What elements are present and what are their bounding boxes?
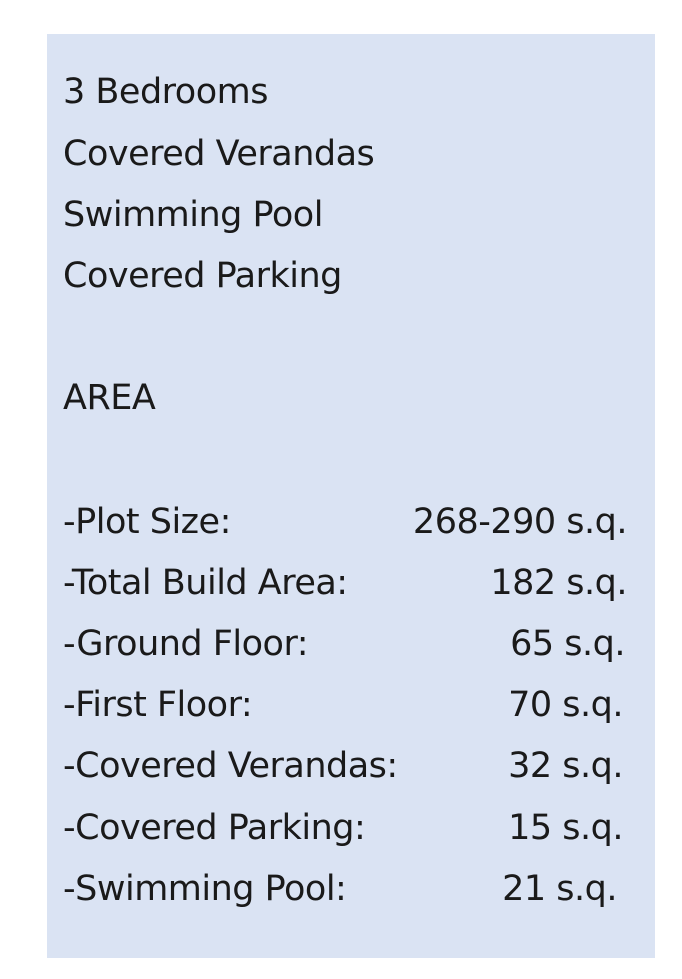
area-row-value: 70 s.q. <box>508 685 623 725</box>
area-row-label: -Plot Size: <box>63 502 231 542</box>
area-row-label: -Covered Parking: <box>63 808 366 848</box>
area-row-value: 15 s.q. <box>508 808 623 848</box>
area-row-value: 32 s.q. <box>508 746 623 786</box>
property-details-panel <box>47 34 655 958</box>
area-row-label: -Ground Floor: <box>63 624 309 664</box>
area-row-label: -First Floor: <box>63 685 253 725</box>
feature-item: Swimming Pool <box>63 195 323 235</box>
feature-item: 3 Bedrooms <box>63 72 268 112</box>
area-heading: AREA <box>63 378 156 418</box>
area-row-value: 21 s.q. <box>502 869 617 909</box>
area-row-label: -Covered Verandas: <box>63 746 398 786</box>
feature-item: Covered Verandas <box>63 134 375 174</box>
feature-item: Covered Parking <box>63 256 342 296</box>
area-row-value: 182 s.q. <box>490 563 627 603</box>
area-row-label: -Swimming Pool: <box>63 869 347 909</box>
area-row-label: -Total Build Area: <box>63 563 348 603</box>
area-row-value: 65 s.q. <box>510 624 625 664</box>
area-row-value: 268-290 s.q. <box>412 502 627 542</box>
